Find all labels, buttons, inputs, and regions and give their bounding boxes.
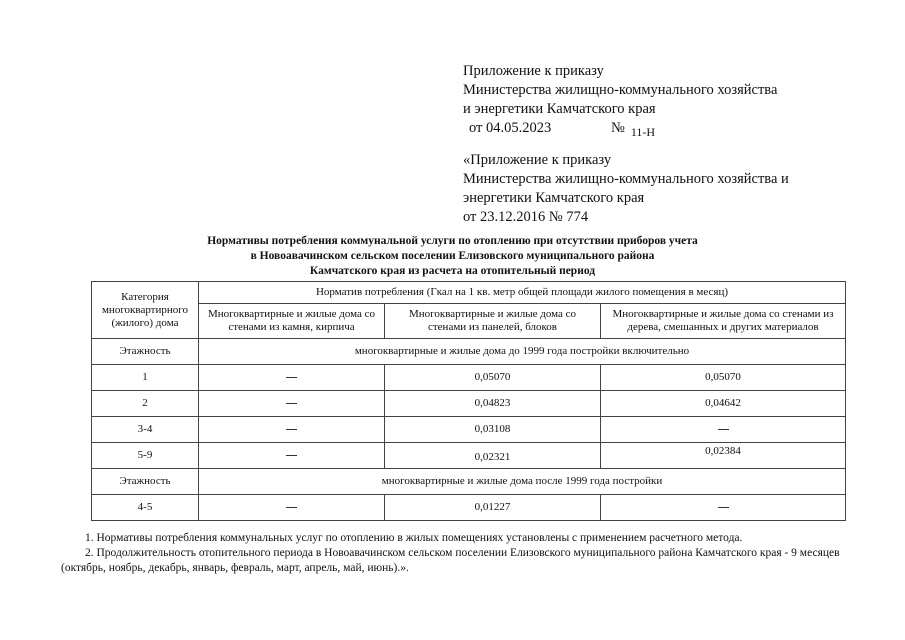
value-cell: 0,01227: [385, 495, 601, 521]
norm-header: Норматив потребления (Гкал на 1 кв. метр общей площади жилого помещения в месяц): [199, 282, 846, 304]
original-order-header: [463, 151, 789, 227]
section-row: [92, 339, 846, 365]
title-line: Камчатского края из расчета на отопительный период: [309, 265, 596, 277]
column-header: Многоквартирные и жилые дома со стенами из панелей, блоков: [385, 304, 601, 339]
title-line: Нормативы потребления коммунальной услуги по отоплению при отсутствии приборов учета: [207, 235, 698, 247]
column-header: Многоквартирные и жилые дома со стенами из камня, кирпича: [199, 304, 385, 339]
table-row: [92, 495, 846, 521]
floors-cell: 2: [92, 391, 199, 417]
header-line: энергетики Камчатского края: [463, 190, 645, 206]
header-date-line: [463, 119, 777, 138]
dash-mark: [286, 377, 297, 378]
notes: [61, 531, 851, 576]
value-cell: 0,03108: [385, 417, 601, 443]
floors-cell: 4-5: [92, 495, 199, 521]
value-cell: [199, 417, 385, 443]
table-row: [92, 443, 846, 469]
table-subheader-row: [92, 304, 846, 339]
dash-mark: [718, 507, 729, 508]
dash-mark: [286, 403, 297, 404]
table-header-row: [92, 282, 846, 304]
dash-mark: [286, 455, 297, 456]
header-date: от 04.05.2023: [469, 120, 552, 136]
header-line: Министерства жилищно-коммунального хозяйства и: [463, 171, 789, 187]
floors-cell: 3-4: [92, 417, 199, 443]
note-2: 2. Продолжительность отопительного периода в Новоавачинском сельском поселении Елизовского муниципального района Камчатского края - 9 месяцев (октябрь, ноябрь, декабрь, январь, февраль, март, апрель, май, июнь).».: [61, 547, 840, 574]
dash-mark: [286, 507, 297, 508]
document-title: [0, 234, 905, 279]
value-cell: [601, 417, 846, 443]
table-row: [92, 391, 846, 417]
value-cell: [199, 495, 385, 521]
header-line: от 23.12.2016 № 774: [463, 209, 589, 225]
value-cell: 0,04642: [601, 391, 846, 417]
value-cell: [199, 391, 385, 417]
number-value: 11-Н: [630, 125, 656, 139]
value-cell: 0,02384: [601, 443, 846, 469]
title-line: в Новоавачинском сельском поселении Елизовского муниципального района: [250, 250, 655, 262]
value-cell: 0,05070: [385, 365, 601, 391]
dash-mark: [718, 429, 729, 430]
value-cell: [199, 443, 385, 469]
value-cell: 0,05070: [601, 365, 846, 391]
header-line: и энергетики Камчатского края: [463, 101, 656, 117]
header-line: «Приложение к приказу: [463, 152, 612, 168]
header-number: [611, 119, 655, 138]
norms-table: [91, 281, 846, 521]
section-text: многоквартирные и жилые дома после 1999 года постройки: [199, 469, 846, 495]
value-cell: [601, 495, 846, 521]
section-label: Этажность: [92, 339, 199, 365]
floors-cell: 1: [92, 365, 199, 391]
dash-mark: [286, 429, 297, 430]
number-sign: №: [611, 120, 625, 136]
category-header: Категория многоквартирного (жилого) дома: [92, 282, 199, 339]
order-header: [463, 62, 777, 138]
value-cell: 0,04823: [385, 391, 601, 417]
value-cell: 0,02321: [385, 443, 601, 469]
header-line: Приложение к приказу: [463, 63, 604, 79]
column-header: Многоквартирные и жилые дома со стенами из дерева, смешанных и других материалов: [601, 304, 846, 339]
table-row: [92, 417, 846, 443]
value-cell: [199, 365, 385, 391]
note-1: 1. Нормативы потребления коммунальных услуг по отоплению в жилых помещениях установлены с применением расчетного метода.: [85, 532, 743, 544]
section-label: Этажность: [92, 469, 199, 495]
section-text: многоквартирные и жилые дома до 1999 года постройки включительно: [199, 339, 846, 365]
table-row: [92, 365, 846, 391]
floors-cell: 5-9: [92, 443, 199, 469]
section-row: [92, 469, 846, 495]
header-line: Министерства жилищно-коммунального хозяйства: [463, 82, 778, 98]
